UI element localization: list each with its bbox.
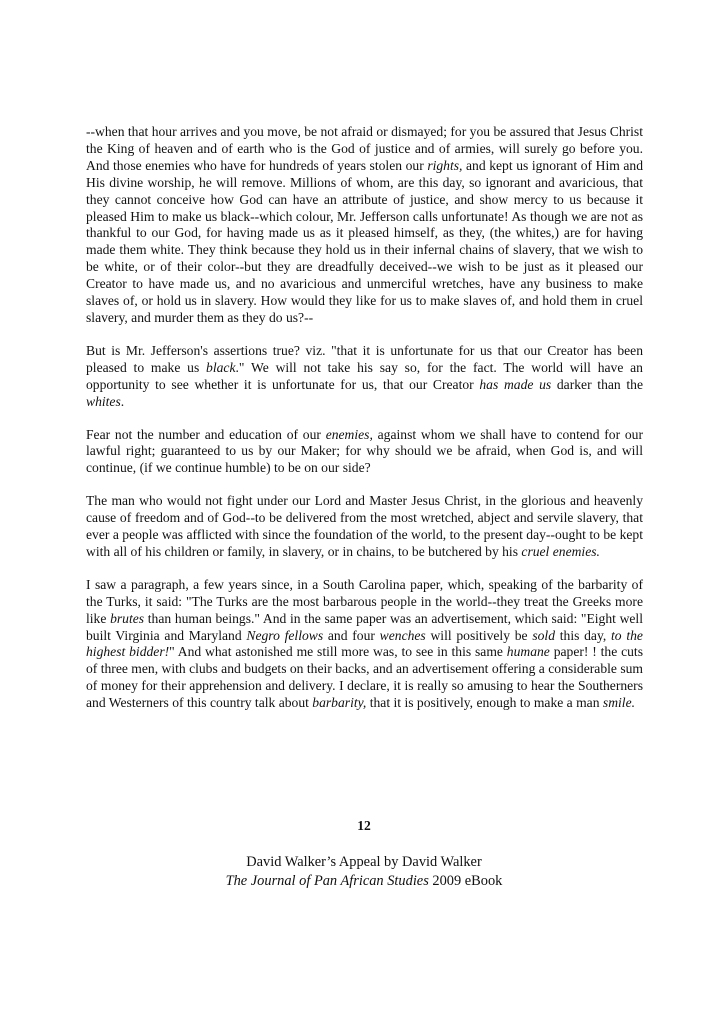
- footer-journal-suffix: 2009 eBook: [428, 873, 503, 889]
- italic-text-run: black: [206, 359, 236, 375]
- italic-text-run: humane: [506, 644, 550, 660]
- italic-text-run: cruel enemies.: [521, 543, 600, 559]
- text-run: will positively be: [425, 627, 533, 643]
- footer: [0, 853, 728, 891]
- text-run: But is Mr. Jefferson's assertions true? viz. "that it is unfortunate for us that our Creator has been pleased to make us: [86, 342, 643, 375]
- italic-text-run: whites: [86, 393, 121, 409]
- paragraph: [86, 427, 643, 478]
- text-run: and kept us ignorant of Him and His divine worship, he will remove. Millions of whom, are this day, so ignorant and avaricious, that they cannot conceive how God can have an attribute of justice, and show mercy to us because it pleased Him to make us black--which colour, Mr. Jefferson calls unfortunate! As though we are not as thankful to our God, for having made us as it pleased himself, as they, (the whites,) are for having made them white. They think because they hold us in their infernal chains of slavery, that we wish to be white, or of their color--but they are dreadfully deceived--we wish to be just as it pleased our Creator to have made us, and no avaricious and unmerciful wretches, have any business to make slaves of, or hold us in slavery. How would they like for us to make slaves of, and hold them in cruel slavery, and murder them as they do us?--: [86, 157, 644, 325]
- paragraph: [86, 577, 643, 712]
- body-text: [86, 124, 643, 728]
- page-number: 12: [357, 818, 371, 833]
- text-run: " And what astonished me still more was, to see in this same: [169, 644, 507, 660]
- italic-text-run: rights,: [427, 157, 463, 173]
- text-run: and four: [323, 627, 380, 643]
- italic-text-run: smile.: [602, 695, 635, 711]
- text-run: ." We will not take his say so, for the fact. The world will have an opportunity to see whether it is unfortunate for us, that our Creator: [86, 359, 643, 392]
- italic-text-run: brutes: [110, 610, 145, 626]
- text-run: against whom we shall have to contend for our lawful right; guaranteed to us by our Maker; for why should we be afraid, when God is, and will continue, (if we continue humble) to be on our side?: [86, 426, 643, 476]
- text-run: this day,: [555, 627, 612, 643]
- text-run: --when that hour arrives and you move, be not afraid or dismayed; for you be assured that Jesus Christ the King of heaven and of earth who is the God of justice and of armies, will surely go before you. And those enemies who have for hundreds of years stolen our: [86, 124, 643, 173]
- text-run: paper! ! the cuts of three men, with clubs and budgets on their backs, and an advertisement offering a considerable sum of money for their apprehension and delivery. I declare, it is really so amusing to hear the Southerners and Westerners of this country talk about: [86, 644, 643, 711]
- text-run: The man who would not fight under our Lord and Master Jesus Christ, in the glorious and heavenly cause of freedom and of God--to be delivered from the most wretched, abject and servile slavery, that ever a people was afflicted with since the foundation of the world, to the present day--ought to be kept with all of his children or family, in slavery, or in chains, to be butchered by his: [86, 493, 643, 559]
- footer-journal: The Journal of Pan African Studies: [225, 873, 429, 889]
- paragraph: [86, 343, 643, 411]
- italic-text-run: enemies,: [325, 426, 373, 442]
- text-run: Fear not the number and education of our: [86, 426, 326, 442]
- italic-text-run: sold: [532, 627, 555, 643]
- text-run: .: [120, 393, 125, 409]
- text-run: I saw a paragraph, a few years since, in a South Carolina paper, which, speaking of the barbarity of the Turks, it said: "The Turks are the most barbarous people in the world--they treat the Greeks more like: [86, 576, 643, 626]
- text-run: than human beings." And in the same paper was an advertisement, which said: "Eight well built Virginia and Maryland: [86, 610, 643, 643]
- italic-text-run: barbarity,: [312, 695, 367, 711]
- paragraph: [86, 493, 643, 561]
- italic-text-run: wenches: [379, 627, 426, 643]
- italic-text-run: has made us: [479, 376, 552, 392]
- footer-title: David Walker’s Appeal by David Walker: [246, 854, 482, 870]
- text-run: that it is positively, enough to make a man: [366, 695, 603, 711]
- italic-text-run: to the highest bidder!: [86, 627, 643, 660]
- italic-text-run: Negro fellows: [246, 627, 324, 643]
- footer-journal-line: [0, 872, 728, 891]
- text-run: darker than the: [551, 376, 643, 392]
- paragraph: [86, 124, 643, 327]
